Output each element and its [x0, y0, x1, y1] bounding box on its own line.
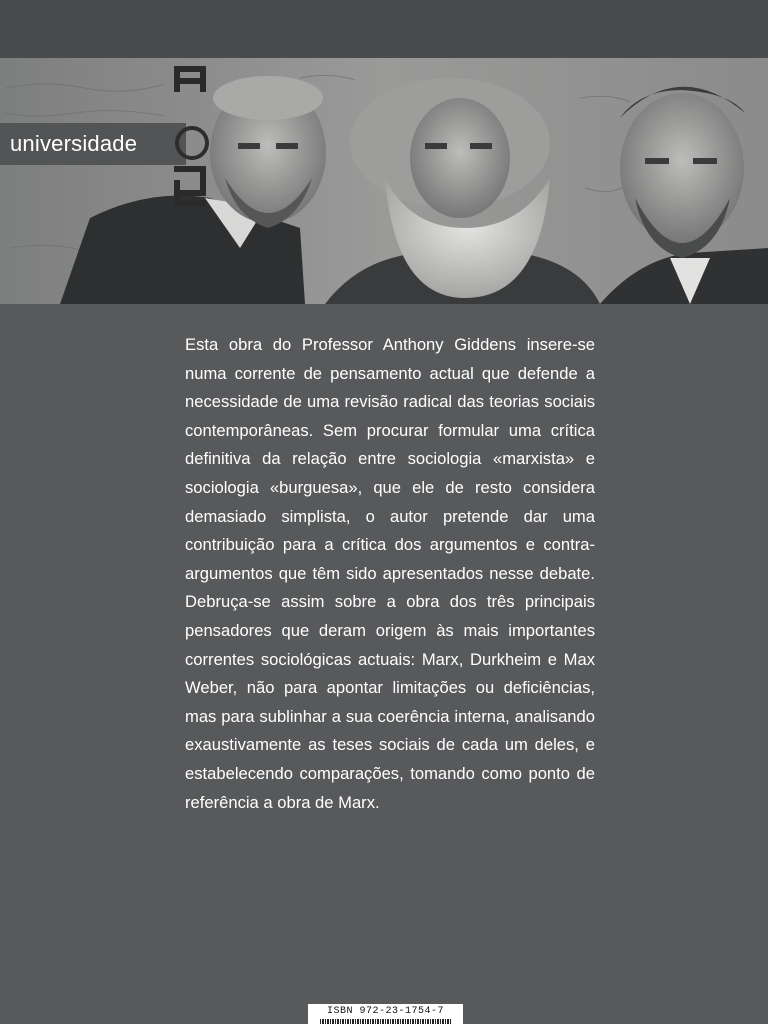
portraits-illustration [0, 58, 768, 304]
series-logo-icon [170, 62, 210, 212]
back-cover-blurb: Esta obra do Professor Anthony Giddens insere-se numa corrente de pensamento actual que defende a necessidade de uma revisão radical das teorias sociais contemporâneas. Sem procurar formular uma crítica definitiva da relação entre sociologia «marxista» e sociologia «burguesa», que ele de resto considera demasiado simplista, o autor pretende dar uma contribuição para a crítica dos argumentos e contra-argumentos que têm sido apresentados nesse debate. Debruça-se assim sobre a obra dos três principais pensadores que deram origem às mais importantes correntes sociológicas actuais: Marx, Durkheim e Max Weber, não para apontar limitações ou deficiências, mas para sublinhar a sua coerência interna, analisando exaustivamente as teses sociais de cada um deles, e estabelecendo comparações, tomando como ponto de referência a obra de Marx. [185, 335, 595, 812]
barcode-icon [320, 1019, 451, 1024]
isbn-barcode-label [308, 1004, 463, 1024]
portraits-photo-strip [0, 58, 768, 304]
top-band [0, 0, 768, 58]
isbn-text: ISBN 972-23-1754-7 [326, 1006, 445, 1017]
series-label: universidade [10, 131, 138, 156]
